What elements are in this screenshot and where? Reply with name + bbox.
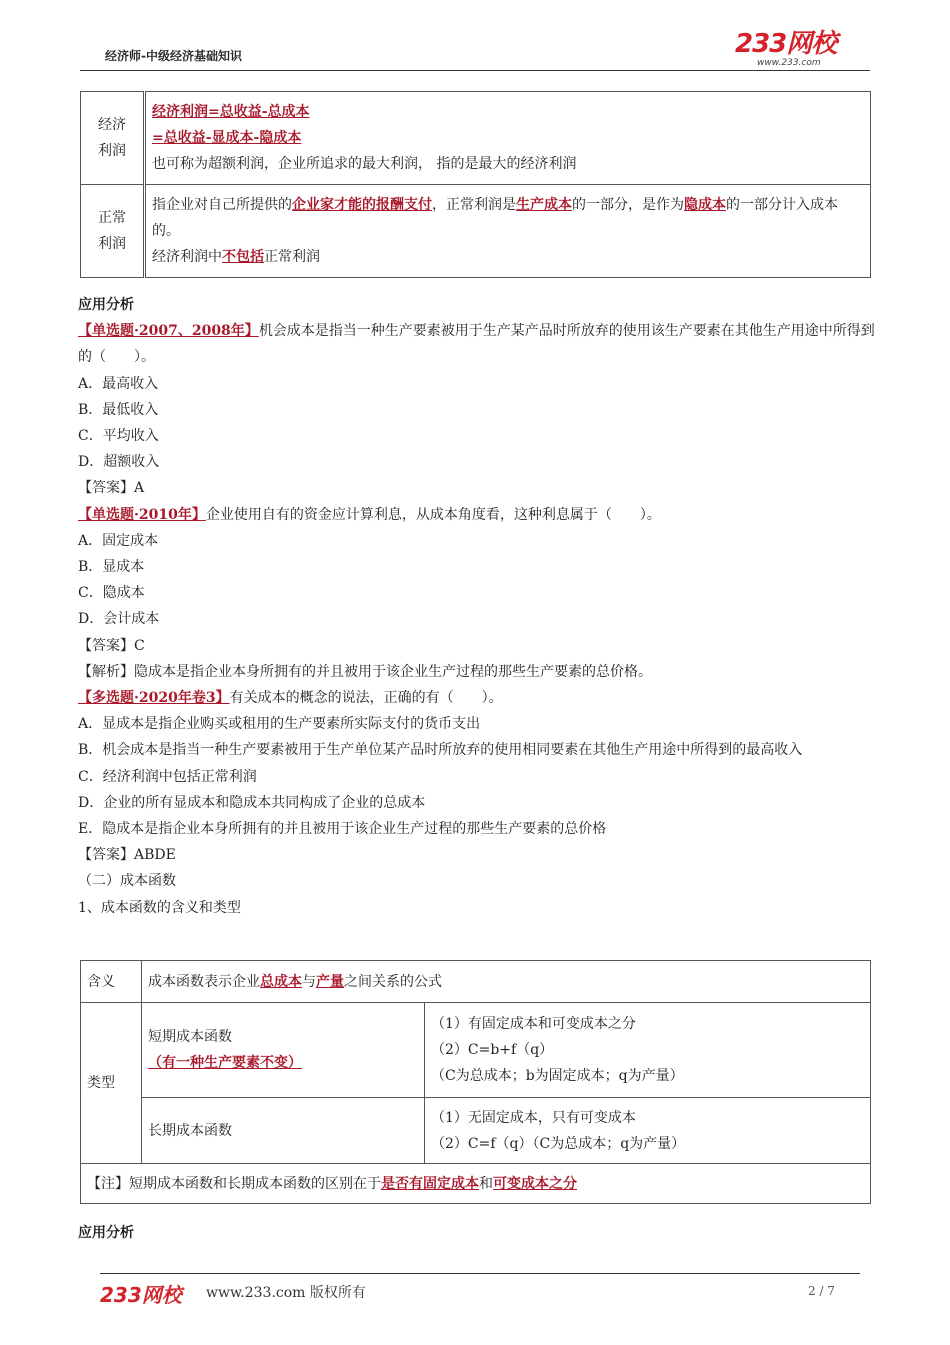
short-run-name-cell bbox=[142, 1003, 425, 1098]
short-run-note: （有一种生产要素不变） bbox=[148, 1055, 302, 1071]
option: D．会计成本 bbox=[78, 611, 160, 628]
detail-line: （1）无固定成本，只有可变成本 bbox=[431, 1109, 636, 1126]
detail-line: （1）有固定成本和可变成本之分 bbox=[431, 1016, 636, 1032]
description-line: 也可称为超额利润，企业所追求的最大利润， 指的是最大的经济利润 bbox=[152, 156, 577, 172]
text-segment: 成本函数表示企业 bbox=[148, 973, 260, 990]
section-heading: 应用分析 bbox=[78, 297, 134, 313]
question-1 bbox=[78, 318, 878, 370]
table-row bbox=[81, 92, 871, 185]
row-label-text: 正常利润 bbox=[98, 210, 126, 252]
question-tag: 【单选题·2007、2008年】 bbox=[78, 323, 259, 340]
row-label-text: 经济利润 bbox=[98, 117, 126, 159]
table-row bbox=[81, 1164, 871, 1204]
text-segment: 之间关系的公式 bbox=[344, 973, 442, 990]
question-stem: 有关成本的概念的说法，正确的有（ ）。 bbox=[229, 690, 503, 707]
text-segment: 的一部分，是作为 bbox=[572, 197, 684, 213]
answer: 【答案】ABDE bbox=[78, 847, 176, 864]
row-label bbox=[81, 92, 145, 185]
text-segment: 和 bbox=[479, 1175, 493, 1192]
option: C．平均收入 bbox=[78, 428, 159, 445]
text-segment: ，正常利润是 bbox=[432, 197, 516, 213]
table-row bbox=[81, 1003, 871, 1098]
option: C．经济利润中包括正常利润 bbox=[78, 768, 257, 785]
page-number: 2 / 7 bbox=[808, 1284, 835, 1298]
highlight-text: 隐成本 bbox=[684, 197, 726, 213]
highlight-text: 生产成本 bbox=[516, 197, 572, 213]
type-label: 类型 bbox=[81, 1003, 142, 1164]
brand-logo bbox=[735, 30, 865, 75]
meaning-label: 含义 bbox=[81, 961, 142, 1003]
table-row bbox=[81, 961, 871, 1003]
question-tag: 【单选题·2010年】 bbox=[78, 506, 206, 523]
table-row bbox=[81, 1098, 871, 1164]
sub-item: 1、成本函数的含义和类型 bbox=[78, 899, 241, 916]
explanation: 【解析】隐成本是指企业本身所拥有的并且被用于该企业生产过程的那些生产要素的总价格。 bbox=[78, 663, 652, 680]
question-stem: 企业使用自有的资金应计算利息，从成本角度看，这种利息属于（ ）。 bbox=[205, 506, 661, 523]
text-segment: 指企业对自己所提供的 bbox=[152, 197, 292, 213]
option: C．隐成本 bbox=[78, 585, 145, 602]
detail-line: （2）C=b+f（q） bbox=[431, 1042, 554, 1058]
footer-logo: 233网校 bbox=[100, 1283, 182, 1307]
text-segment: 与 bbox=[302, 973, 316, 990]
option: A．显成本是指企业购买或租用的生产要素所实际支付的货币支出 bbox=[78, 716, 481, 733]
option: D．超额收入 bbox=[78, 454, 160, 471]
option: A．最高收入 bbox=[78, 375, 159, 392]
note-cell bbox=[81, 1164, 871, 1204]
short-run-name: 短期成本函数 bbox=[148, 1029, 232, 1045]
formula-line-1: 经济利润=总收益-总成本 bbox=[152, 104, 310, 120]
row-label bbox=[81, 185, 145, 278]
highlight-text: 是否有固定成本 bbox=[381, 1175, 479, 1192]
detail-line: （C为总成本；b为固定成本；q为产量） bbox=[431, 1068, 684, 1084]
option: E．隐成本是指企业本身所拥有的并且被用于该企业生产过程的那些生产要素的总价格 bbox=[78, 821, 607, 838]
long-run-detail-cell bbox=[425, 1098, 871, 1164]
answer: 【答案】C bbox=[78, 637, 145, 654]
footer-copyright: www.233.com 版权所有 bbox=[206, 1285, 366, 1301]
text-segment: 经济利润中 bbox=[152, 249, 222, 265]
option: D．企业的所有显成本和隐成本共同构成了企业的总成本 bbox=[78, 794, 426, 811]
question-stem: 机会成本是指当一种生产要素被用于生产某产品时所放弃的使用该生产要素在其他生产用途中所得到的（ ）。 bbox=[78, 323, 875, 366]
row-content bbox=[145, 92, 871, 185]
highlight-text: 不包括 bbox=[222, 249, 264, 265]
section-heading: 应用分析 bbox=[78, 1225, 134, 1241]
logo-url: www.233.com bbox=[757, 58, 821, 68]
body-content bbox=[78, 292, 878, 921]
formula-line-2: =总收益-显成本-隐成本 bbox=[152, 130, 302, 146]
question-2 bbox=[78, 502, 878, 528]
logo-text: 233网校 bbox=[735, 29, 837, 59]
highlight-text: 企业家才能的报酬支付 bbox=[292, 197, 432, 213]
row-content bbox=[145, 185, 871, 278]
answer: 【答案】A bbox=[78, 480, 145, 497]
document-header-title: 经济师-中级经济基础知识 bbox=[105, 49, 242, 63]
header-divider bbox=[80, 70, 870, 71]
short-run-detail-cell bbox=[425, 1003, 871, 1098]
highlight-text: 总成本 bbox=[260, 973, 302, 990]
highlight-text: 产量 bbox=[316, 973, 344, 990]
question-3 bbox=[78, 685, 878, 711]
option: B．机会成本是指当一种生产要素被用于生产单位某产品时所放弃的使用相同要素在其他生产用途中所得到的最高收入 bbox=[78, 742, 803, 759]
text-segment: 【注】短期成本函数和长期成本函数的区别在于 bbox=[87, 1175, 381, 1192]
table-row bbox=[81, 185, 871, 278]
text-segment: 正常利润 bbox=[264, 249, 320, 265]
profit-table bbox=[80, 91, 871, 278]
option: A．固定成本 bbox=[78, 532, 159, 549]
text-segment: 的一部分计入成本的。 bbox=[152, 197, 838, 239]
option: B．最低收入 bbox=[78, 401, 159, 418]
footer-divider bbox=[100, 1273, 860, 1274]
question-tag: 【多选题·2020年卷3】 bbox=[78, 690, 230, 707]
highlight-text: 可变成本之分 bbox=[493, 1175, 577, 1192]
detail-line: （2）C=f（q）（C为总成本；q为产量） bbox=[431, 1135, 686, 1152]
cost-function-table bbox=[80, 960, 871, 1204]
meaning-content bbox=[142, 961, 871, 1003]
long-run-name: 长期成本函数 bbox=[142, 1098, 425, 1164]
sub-heading: （二）成本函数 bbox=[78, 873, 176, 890]
option: B．显成本 bbox=[78, 559, 145, 576]
